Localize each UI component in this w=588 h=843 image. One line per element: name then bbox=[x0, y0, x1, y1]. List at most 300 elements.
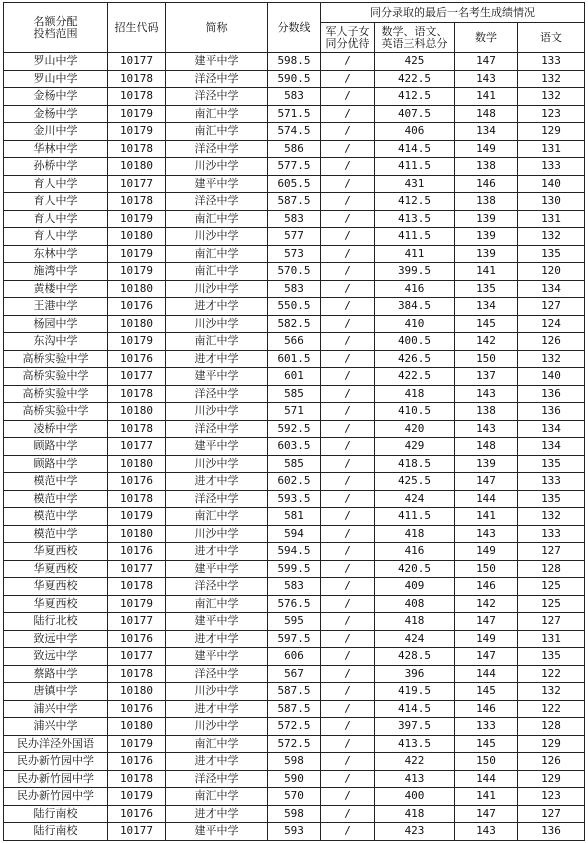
table-row bbox=[4, 228, 585, 246]
cell-enroll-code: 10176 bbox=[108, 753, 166, 771]
cell-total3: 414.5 bbox=[375, 700, 455, 718]
header-military: 军人子女 同分优待 bbox=[321, 23, 375, 53]
cell-math: 146 bbox=[455, 175, 518, 193]
cell-quota-range: 模范中学 bbox=[4, 525, 108, 543]
cell-total3: 422 bbox=[375, 753, 455, 771]
cell-enroll-code: 10178 bbox=[108, 490, 166, 508]
table-row bbox=[4, 175, 585, 193]
cell-score-line: 598 bbox=[268, 805, 321, 823]
cell-enroll-code: 10177 bbox=[108, 613, 166, 631]
header-chinese: 语文 bbox=[518, 23, 585, 53]
cell-chinese: 136 bbox=[518, 823, 585, 841]
cell-chinese: 126 bbox=[518, 333, 585, 351]
cell-quota-range: 金川中学 bbox=[4, 123, 108, 141]
cell-military: / bbox=[321, 140, 375, 158]
cell-chinese: 123 bbox=[518, 788, 585, 806]
cell-math: 147 bbox=[455, 473, 518, 491]
header-total3: 数学、语文、 英语三科总分 bbox=[375, 23, 455, 53]
cell-chinese: 125 bbox=[518, 595, 585, 613]
cell-math: 143 bbox=[455, 525, 518, 543]
cell-short-name: 川沙中学 bbox=[166, 718, 268, 736]
cell-chinese: 132 bbox=[518, 228, 585, 246]
cell-total3: 413 bbox=[375, 770, 455, 788]
cell-math: 147 bbox=[455, 613, 518, 631]
cell-math: 149 bbox=[455, 543, 518, 561]
cell-military: / bbox=[321, 613, 375, 631]
cell-quota-range: 金杨中学 bbox=[4, 105, 108, 123]
cell-total3: 424 bbox=[375, 630, 455, 648]
cell-short-name: 建平中学 bbox=[166, 823, 268, 841]
header-quota-range: 名额分配 投档范围 bbox=[4, 3, 108, 53]
cell-short-name: 南汇中学 bbox=[166, 788, 268, 806]
cell-military: / bbox=[321, 560, 375, 578]
cell-chinese: 131 bbox=[518, 210, 585, 228]
cell-short-name: 进才中学 bbox=[166, 350, 268, 368]
cell-math: 147 bbox=[455, 805, 518, 823]
cell-military: / bbox=[321, 298, 375, 316]
cell-score-line: 577.5 bbox=[268, 158, 321, 176]
cell-chinese: 140 bbox=[518, 175, 585, 193]
cell-score-line: 582.5 bbox=[268, 315, 321, 333]
cell-math: 139 bbox=[455, 455, 518, 473]
table-row bbox=[4, 490, 585, 508]
cell-total3: 413.5 bbox=[375, 735, 455, 753]
cell-chinese: 135 bbox=[518, 455, 585, 473]
cell-military: / bbox=[321, 438, 375, 456]
cell-math: 133 bbox=[455, 718, 518, 736]
table-body bbox=[4, 53, 585, 841]
cell-short-name: 洋泾中学 bbox=[166, 193, 268, 211]
cell-score-line: 571.5 bbox=[268, 105, 321, 123]
cell-math: 149 bbox=[455, 140, 518, 158]
cell-enroll-code: 10177 bbox=[108, 648, 166, 666]
cell-total3: 412.5 bbox=[375, 193, 455, 211]
table-row bbox=[4, 438, 585, 456]
table-row bbox=[4, 88, 585, 106]
cell-score-line: 583 bbox=[268, 578, 321, 596]
cell-enroll-code: 10178 bbox=[108, 385, 166, 403]
cell-enroll-code: 10180 bbox=[108, 683, 166, 701]
cell-enroll-code: 10179 bbox=[108, 210, 166, 228]
cell-score-line: 567 bbox=[268, 665, 321, 683]
table-row bbox=[4, 420, 585, 438]
admission-score-table bbox=[3, 2, 585, 841]
cell-math: 141 bbox=[455, 88, 518, 106]
cell-short-name: 南汇中学 bbox=[166, 735, 268, 753]
cell-score-line: 598.5 bbox=[268, 53, 321, 71]
cell-military: / bbox=[321, 420, 375, 438]
cell-chinese: 128 bbox=[518, 560, 585, 578]
cell-military: / bbox=[321, 543, 375, 561]
cell-math: 144 bbox=[455, 490, 518, 508]
cell-chinese: 134 bbox=[518, 438, 585, 456]
cell-short-name: 建平中学 bbox=[166, 53, 268, 71]
cell-score-line: 572.5 bbox=[268, 718, 321, 736]
cell-military: / bbox=[321, 210, 375, 228]
cell-chinese: 122 bbox=[518, 665, 585, 683]
table-row bbox=[4, 525, 585, 543]
cell-math: 142 bbox=[455, 595, 518, 613]
cell-chinese: 135 bbox=[518, 490, 585, 508]
cell-short-name: 南汇中学 bbox=[166, 508, 268, 526]
cell-military: / bbox=[321, 333, 375, 351]
cell-enroll-code: 10177 bbox=[108, 823, 166, 841]
cell-short-name: 进才中学 bbox=[166, 753, 268, 771]
cell-math: 146 bbox=[455, 578, 518, 596]
cell-total3: 422.5 bbox=[375, 70, 455, 88]
cell-math: 143 bbox=[455, 70, 518, 88]
table-row bbox=[4, 543, 585, 561]
cell-military: / bbox=[321, 665, 375, 683]
cell-short-name: 洋泾中学 bbox=[166, 88, 268, 106]
cell-math: 134 bbox=[455, 298, 518, 316]
cell-enroll-code: 10179 bbox=[108, 735, 166, 753]
cell-short-name: 洋泾中学 bbox=[166, 578, 268, 596]
cell-math: 138 bbox=[455, 158, 518, 176]
cell-chinese: 134 bbox=[518, 280, 585, 298]
cell-quota-range: 王港中学 bbox=[4, 298, 108, 316]
cell-military: / bbox=[321, 525, 375, 543]
cell-enroll-code: 10179 bbox=[108, 245, 166, 263]
cell-enroll-code: 10180 bbox=[108, 403, 166, 421]
cell-quota-range: 民办新竹园中学 bbox=[4, 753, 108, 771]
cell-enroll-code: 10177 bbox=[108, 53, 166, 71]
cell-military: / bbox=[321, 700, 375, 718]
cell-total3: 418 bbox=[375, 385, 455, 403]
table-row bbox=[4, 263, 585, 281]
cell-chinese: 129 bbox=[518, 735, 585, 753]
cell-military: / bbox=[321, 403, 375, 421]
cell-score-line: 602.5 bbox=[268, 473, 321, 491]
cell-quota-range: 育人中学 bbox=[4, 228, 108, 246]
cell-quota-range: 东林中学 bbox=[4, 245, 108, 263]
cell-quota-range: 金杨中学 bbox=[4, 88, 108, 106]
cell-total3: 411.5 bbox=[375, 158, 455, 176]
cell-quota-range: 致远中学 bbox=[4, 630, 108, 648]
header-math: 数学 bbox=[455, 23, 518, 53]
table-row bbox=[4, 473, 585, 491]
cell-total3: 411.5 bbox=[375, 508, 455, 526]
cell-math: 146 bbox=[455, 700, 518, 718]
cell-short-name: 南汇中学 bbox=[166, 595, 268, 613]
cell-quota-range: 模范中学 bbox=[4, 490, 108, 508]
cell-total3: 428.5 bbox=[375, 648, 455, 666]
cell-quota-range: 华夏西校 bbox=[4, 578, 108, 596]
cell-chinese: 133 bbox=[518, 53, 585, 71]
cell-military: / bbox=[321, 368, 375, 386]
cell-quota-range: 黄楼中学 bbox=[4, 280, 108, 298]
cell-score-line: 571 bbox=[268, 403, 321, 421]
cell-enroll-code: 10178 bbox=[108, 578, 166, 596]
cell-total3: 420.5 bbox=[375, 560, 455, 578]
cell-math: 144 bbox=[455, 770, 518, 788]
cell-military: / bbox=[321, 105, 375, 123]
cell-military: / bbox=[321, 683, 375, 701]
header-tie-group: 同分录取的最后一名考生成绩情况 bbox=[321, 3, 585, 23]
cell-short-name: 川沙中学 bbox=[166, 683, 268, 701]
cell-math: 141 bbox=[455, 263, 518, 281]
cell-chinese: 129 bbox=[518, 770, 585, 788]
cell-enroll-code: 10178 bbox=[108, 665, 166, 683]
table-row bbox=[4, 823, 585, 841]
cell-total3: 426.5 bbox=[375, 350, 455, 368]
cell-score-line: 570 bbox=[268, 788, 321, 806]
cell-total3: 408 bbox=[375, 595, 455, 613]
table-row bbox=[4, 158, 585, 176]
table-row bbox=[4, 648, 585, 666]
table-row bbox=[4, 315, 585, 333]
cell-short-name: 洋泾中学 bbox=[166, 140, 268, 158]
cell-enroll-code: 10178 bbox=[108, 770, 166, 788]
cell-quota-range: 罗山中学 bbox=[4, 70, 108, 88]
cell-chinese: 131 bbox=[518, 140, 585, 158]
cell-military: / bbox=[321, 508, 375, 526]
cell-military: / bbox=[321, 350, 375, 368]
cell-short-name: 川沙中学 bbox=[166, 158, 268, 176]
cell-quota-range: 施湾中学 bbox=[4, 263, 108, 281]
cell-chinese: 130 bbox=[518, 193, 585, 211]
cell-math: 141 bbox=[455, 508, 518, 526]
cell-total3: 410.5 bbox=[375, 403, 455, 421]
cell-enroll-code: 10178 bbox=[108, 193, 166, 211]
cell-chinese: 132 bbox=[518, 508, 585, 526]
cell-score-line: 605.5 bbox=[268, 175, 321, 193]
cell-enroll-code: 10180 bbox=[108, 718, 166, 736]
cell-military: / bbox=[321, 315, 375, 333]
cell-military: / bbox=[321, 455, 375, 473]
cell-military: / bbox=[321, 823, 375, 841]
cell-quota-range: 致远中学 bbox=[4, 648, 108, 666]
cell-total3: 399.5 bbox=[375, 263, 455, 281]
cell-quota-range: 高桥实验中学 bbox=[4, 385, 108, 403]
cell-chinese: 136 bbox=[518, 403, 585, 421]
cell-enroll-code: 10176 bbox=[108, 543, 166, 561]
table-row bbox=[4, 770, 585, 788]
table-row bbox=[4, 123, 585, 141]
cell-military: / bbox=[321, 385, 375, 403]
cell-math: 149 bbox=[455, 630, 518, 648]
cell-enroll-code: 10176 bbox=[108, 630, 166, 648]
cell-enroll-code: 10177 bbox=[108, 368, 166, 386]
cell-math: 147 bbox=[455, 53, 518, 71]
cell-total3: 397.5 bbox=[375, 718, 455, 736]
cell-military: / bbox=[321, 193, 375, 211]
cell-enroll-code: 10178 bbox=[108, 70, 166, 88]
cell-military: / bbox=[321, 158, 375, 176]
cell-enroll-code: 10179 bbox=[108, 595, 166, 613]
cell-enroll-code: 10180 bbox=[108, 455, 166, 473]
cell-military: / bbox=[321, 718, 375, 736]
cell-chinese: 133 bbox=[518, 158, 585, 176]
table-row bbox=[4, 753, 585, 771]
cell-total3: 414.5 bbox=[375, 140, 455, 158]
cell-quota-range: 蔡路中学 bbox=[4, 665, 108, 683]
cell-math: 150 bbox=[455, 560, 518, 578]
cell-chinese: 132 bbox=[518, 70, 585, 88]
cell-score-line: 601 bbox=[268, 368, 321, 386]
cell-chinese: 127 bbox=[518, 805, 585, 823]
cell-math: 150 bbox=[455, 350, 518, 368]
cell-math: 145 bbox=[455, 683, 518, 701]
table-row bbox=[4, 788, 585, 806]
cell-score-line: 583 bbox=[268, 88, 321, 106]
cell-quota-range: 育人中学 bbox=[4, 175, 108, 193]
table-row bbox=[4, 578, 585, 596]
table-row bbox=[4, 455, 585, 473]
cell-score-line: 586 bbox=[268, 140, 321, 158]
cell-chinese: 125 bbox=[518, 578, 585, 596]
cell-total3: 400 bbox=[375, 788, 455, 806]
cell-military: / bbox=[321, 473, 375, 491]
cell-short-name: 洋泾中学 bbox=[166, 665, 268, 683]
cell-military: / bbox=[321, 770, 375, 788]
cell-quota-range: 民办新竹园中学 bbox=[4, 770, 108, 788]
header-score-line: 分数线 bbox=[268, 3, 321, 53]
table-row bbox=[4, 718, 585, 736]
table-row bbox=[4, 350, 585, 368]
cell-quota-range: 孙桥中学 bbox=[4, 158, 108, 176]
cell-short-name: 南汇中学 bbox=[166, 105, 268, 123]
cell-math: 148 bbox=[455, 105, 518, 123]
cell-quota-range: 陆行南校 bbox=[4, 823, 108, 841]
cell-short-name: 川沙中学 bbox=[166, 525, 268, 543]
cell-total3: 420 bbox=[375, 420, 455, 438]
cell-score-line: 581 bbox=[268, 508, 321, 526]
cell-short-name: 建平中学 bbox=[166, 368, 268, 386]
cell-score-line: 590 bbox=[268, 770, 321, 788]
cell-chinese: 136 bbox=[518, 385, 585, 403]
table-row bbox=[4, 683, 585, 701]
table-row bbox=[4, 403, 585, 421]
cell-short-name: 建平中学 bbox=[166, 560, 268, 578]
cell-score-line: 587.5 bbox=[268, 193, 321, 211]
cell-total3: 400.5 bbox=[375, 333, 455, 351]
cell-short-name: 洋泾中学 bbox=[166, 385, 268, 403]
cell-score-line: 576.5 bbox=[268, 595, 321, 613]
cell-enroll-code: 10179 bbox=[108, 263, 166, 281]
table-row bbox=[4, 613, 585, 631]
cell-chinese: 128 bbox=[518, 718, 585, 736]
cell-math: 137 bbox=[455, 368, 518, 386]
cell-score-line: 593.5 bbox=[268, 490, 321, 508]
cell-short-name: 建平中学 bbox=[166, 175, 268, 193]
cell-math: 147 bbox=[455, 648, 518, 666]
cell-score-line: 550.5 bbox=[268, 298, 321, 316]
cell-enroll-code: 10176 bbox=[108, 700, 166, 718]
cell-chinese: 132 bbox=[518, 88, 585, 106]
table-row bbox=[4, 193, 585, 211]
cell-short-name: 洋泾中学 bbox=[166, 490, 268, 508]
cell-quota-range: 华林中学 bbox=[4, 140, 108, 158]
cell-quota-range: 浦兴中学 bbox=[4, 718, 108, 736]
cell-quota-range: 华夏西校 bbox=[4, 543, 108, 561]
cell-short-name: 南汇中学 bbox=[166, 210, 268, 228]
cell-score-line: 601.5 bbox=[268, 350, 321, 368]
cell-short-name: 南汇中学 bbox=[166, 245, 268, 263]
cell-total3: 429 bbox=[375, 438, 455, 456]
cell-enroll-code: 10176 bbox=[108, 350, 166, 368]
cell-short-name: 川沙中学 bbox=[166, 315, 268, 333]
cell-short-name: 建平中学 bbox=[166, 648, 268, 666]
cell-math: 138 bbox=[455, 403, 518, 421]
cell-military: / bbox=[321, 805, 375, 823]
cell-score-line: 597.5 bbox=[268, 630, 321, 648]
cell-military: / bbox=[321, 630, 375, 648]
cell-score-line: 585 bbox=[268, 385, 321, 403]
cell-enroll-code: 10177 bbox=[108, 438, 166, 456]
cell-quota-range: 模范中学 bbox=[4, 508, 108, 526]
cell-total3: 422.5 bbox=[375, 368, 455, 386]
cell-score-line: 592.5 bbox=[268, 420, 321, 438]
cell-math: 141 bbox=[455, 788, 518, 806]
cell-military: / bbox=[321, 88, 375, 106]
cell-math: 139 bbox=[455, 228, 518, 246]
cell-chinese: 124 bbox=[518, 315, 585, 333]
cell-short-name: 川沙中学 bbox=[166, 455, 268, 473]
cell-math: 143 bbox=[455, 385, 518, 403]
cell-chinese: 127 bbox=[518, 543, 585, 561]
table-row bbox=[4, 805, 585, 823]
cell-enroll-code: 10180 bbox=[108, 228, 166, 246]
cell-short-name: 川沙中学 bbox=[166, 228, 268, 246]
cell-score-line: 566 bbox=[268, 333, 321, 351]
cell-total3: 419.5 bbox=[375, 683, 455, 701]
table-row bbox=[4, 630, 585, 648]
cell-enroll-code: 10176 bbox=[108, 298, 166, 316]
cell-chinese: 133 bbox=[518, 525, 585, 543]
cell-enroll-code: 10177 bbox=[108, 175, 166, 193]
cell-total3: 410 bbox=[375, 315, 455, 333]
cell-military: / bbox=[321, 595, 375, 613]
cell-quota-range: 浦兴中学 bbox=[4, 700, 108, 718]
cell-quota-range: 民办洋泾外国语 bbox=[4, 735, 108, 753]
cell-score-line: 590.5 bbox=[268, 70, 321, 88]
cell-short-name: 建平中学 bbox=[166, 438, 268, 456]
cell-short-name: 南汇中学 bbox=[166, 263, 268, 281]
cell-total3: 406 bbox=[375, 123, 455, 141]
cell-math: 144 bbox=[455, 665, 518, 683]
cell-math: 134 bbox=[455, 123, 518, 141]
table-row bbox=[4, 700, 585, 718]
cell-score-line: 577 bbox=[268, 228, 321, 246]
cell-enroll-code: 10179 bbox=[108, 508, 166, 526]
cell-chinese: 132 bbox=[518, 350, 585, 368]
cell-short-name: 进才中学 bbox=[166, 630, 268, 648]
table-row bbox=[4, 735, 585, 753]
table-row bbox=[4, 140, 585, 158]
cell-enroll-code: 10178 bbox=[108, 420, 166, 438]
cell-quota-range: 高桥实验中学 bbox=[4, 368, 108, 386]
cell-military: / bbox=[321, 280, 375, 298]
cell-chinese: 122 bbox=[518, 700, 585, 718]
cell-math: 145 bbox=[455, 735, 518, 753]
table-row bbox=[4, 105, 585, 123]
table-row bbox=[4, 70, 585, 88]
cell-math: 135 bbox=[455, 280, 518, 298]
cell-quota-range: 高桥实验中学 bbox=[4, 350, 108, 368]
cell-chinese: 127 bbox=[518, 613, 585, 631]
cell-military: / bbox=[321, 263, 375, 281]
header-short-name: 简称 bbox=[166, 3, 268, 53]
cell-enroll-code: 10176 bbox=[108, 805, 166, 823]
cell-short-name: 建平中学 bbox=[166, 613, 268, 631]
cell-total3: 409 bbox=[375, 578, 455, 596]
cell-quota-range: 罗山中学 bbox=[4, 53, 108, 71]
cell-score-line: 573 bbox=[268, 245, 321, 263]
table-row bbox=[4, 385, 585, 403]
header-enroll-code: 招生代码 bbox=[108, 3, 166, 53]
cell-military: / bbox=[321, 70, 375, 88]
